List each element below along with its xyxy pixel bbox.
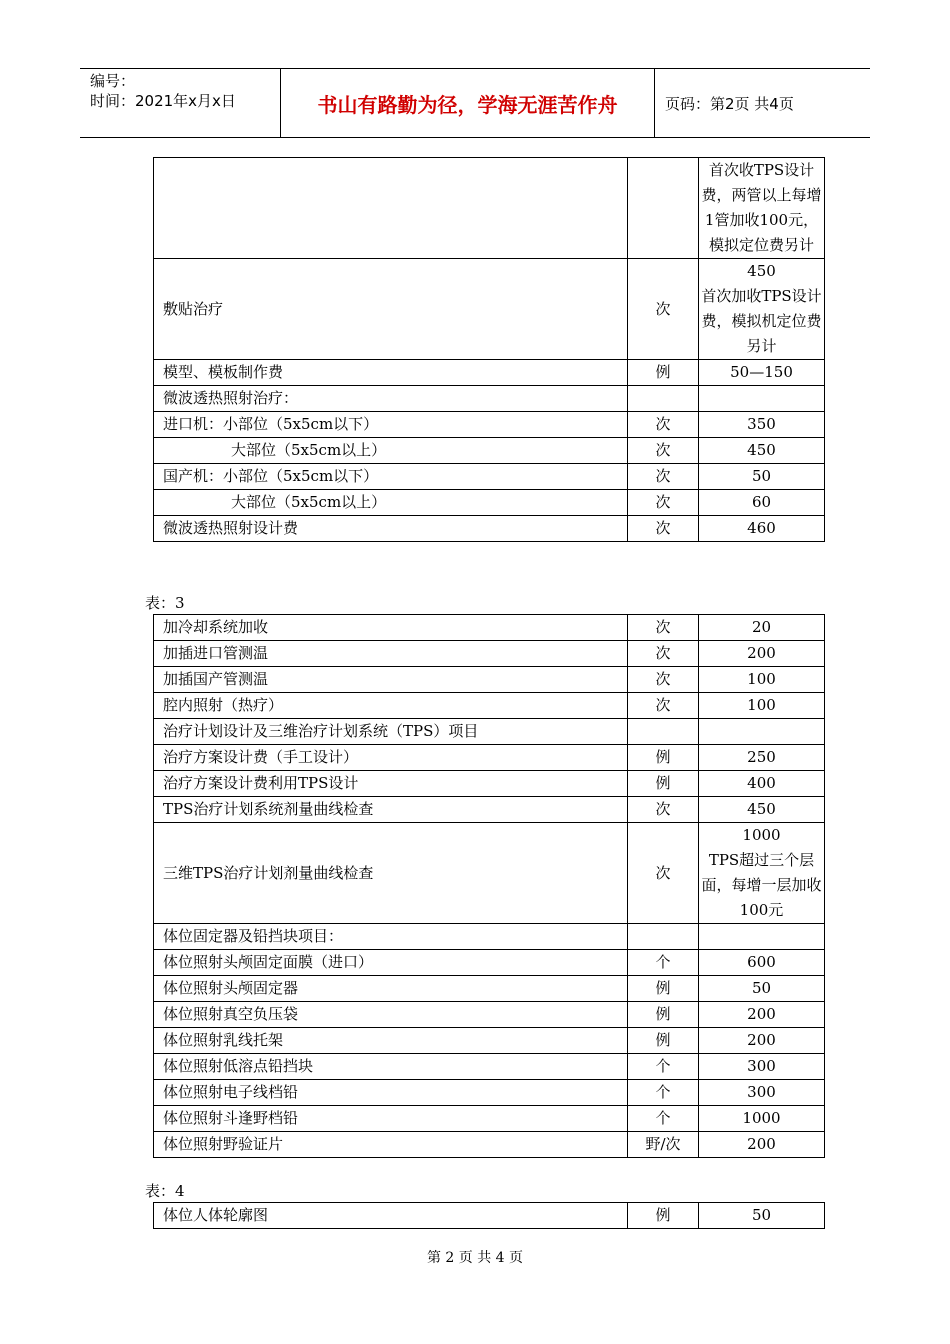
table-row (154, 823, 825, 924)
table-row (154, 719, 825, 745)
table-row (154, 1132, 825, 1158)
item-name-cell: 模型、模板制作费 (154, 360, 628, 386)
price-table-3 (153, 614, 825, 1158)
table-row (154, 615, 825, 641)
table-row (154, 464, 825, 490)
unit-cell: 次 (628, 464, 699, 490)
table-row (154, 976, 825, 1002)
unit-cell: 次 (628, 490, 699, 516)
unit-cell: 次 (628, 412, 699, 438)
unit-cell: 次 (628, 667, 699, 693)
table-row (154, 386, 825, 412)
price-cell: 1000 TPS超过三个层面，每增一层加收100元 (699, 823, 825, 924)
unit-cell: 个 (628, 1106, 699, 1132)
price-cell: 1000 (699, 1106, 825, 1132)
table-row (154, 950, 825, 976)
item-name-cell: 三维TPS治疗计划剂量曲线检查 (154, 823, 628, 924)
price-cell (699, 924, 825, 950)
time-label: 时间：2021年x月x日 (90, 92, 236, 110)
page-header (80, 68, 870, 138)
item-name-cell: TPS治疗计划系统剂量曲线检查 (154, 797, 628, 823)
unit-cell: 次 (628, 516, 699, 542)
table-row (154, 1002, 825, 1028)
price-cell: 200 (699, 1132, 825, 1158)
header-motto: 书山有路勤为径，学海无涯苦作舟 (281, 69, 655, 137)
price-cell: 50—150 (699, 360, 825, 386)
unit-cell: 个 (628, 1080, 699, 1106)
price-cell: 60 (699, 490, 825, 516)
unit-cell: 例 (628, 1028, 699, 1054)
table-row (154, 259, 825, 360)
price-cell: 50 (699, 464, 825, 490)
table-row (154, 693, 825, 719)
price-cell: 460 (699, 516, 825, 542)
price-cell: 200 (699, 1028, 825, 1054)
table-row (154, 438, 825, 464)
unit-cell: 例 (628, 1002, 699, 1028)
item-name-cell: 体位照射低溶点铅挡块 (154, 1054, 628, 1080)
item-name-cell: 体位照射电子线档铅 (154, 1080, 628, 1106)
table-row (154, 516, 825, 542)
item-name-cell: 加插进口管测温 (154, 641, 628, 667)
item-name-cell: 治疗方案设计费（手工设计） (154, 745, 628, 771)
price-cell: 300 (699, 1054, 825, 1080)
item-name-cell: 微波透热照射设计费 (154, 516, 628, 542)
item-name-cell: 大部位（5x5cm以上） (154, 490, 628, 516)
price-cell: 450 (699, 438, 825, 464)
unit-cell: 例 (628, 1203, 699, 1229)
table-3-caption: 表：3 (145, 594, 185, 612)
price-cell: 600 (699, 950, 825, 976)
price-cell: 100 (699, 667, 825, 693)
item-name-cell: 国产机：小部位（5x5cm以下） (154, 464, 628, 490)
table-row (154, 360, 825, 386)
unit-cell: 次 (628, 615, 699, 641)
item-name-cell: 体位照射斗逢野档铅 (154, 1106, 628, 1132)
unit-cell: 个 (628, 1054, 699, 1080)
item-name-cell: 体位照射头颅固定器 (154, 976, 628, 1002)
header-meta (80, 69, 281, 137)
price-cell: 200 (699, 1002, 825, 1028)
unit-cell: 野/次 (628, 1132, 699, 1158)
price-cell: 20 (699, 615, 825, 641)
unit-cell: 例 (628, 745, 699, 771)
unit-cell: 例 (628, 360, 699, 386)
unit-cell (628, 924, 699, 950)
price-cell: 50 (699, 976, 825, 1002)
item-name-cell: 进口机：小部位（5x5cm以下） (154, 412, 628, 438)
price-cell: 400 (699, 771, 825, 797)
item-name-cell: 大部位（5x5cm以上） (154, 438, 628, 464)
price-cell: 300 (699, 1080, 825, 1106)
unit-cell: 次 (628, 438, 699, 464)
item-name-cell: 敷贴治疗 (154, 259, 628, 360)
item-name-cell: 体位固定器及铅挡块项目： (154, 924, 628, 950)
table-row (154, 924, 825, 950)
price-table-4 (153, 1202, 825, 1229)
unit-cell: 次 (628, 259, 699, 360)
unit-cell (628, 158, 699, 259)
price-cell (699, 719, 825, 745)
unit-cell: 次 (628, 641, 699, 667)
price-cell: 350 (699, 412, 825, 438)
unit-cell (628, 386, 699, 412)
page-footer: 第 2 页 共 4 页 (426, 1250, 524, 1266)
table-row (154, 771, 825, 797)
table-row (154, 797, 825, 823)
price-cell (699, 386, 825, 412)
table-row (154, 641, 825, 667)
unit-cell: 个 (628, 950, 699, 976)
header-page-info: 页码：第2页 共4页 (665, 94, 794, 113)
item-name-cell: 腔内照射（热疗） (154, 693, 628, 719)
code-label: 编号： (90, 72, 136, 90)
price-cell: 50 (699, 1203, 825, 1229)
table-row (154, 1203, 825, 1229)
unit-cell (628, 719, 699, 745)
price-cell: 首次收TPS设计费，两管以上每增1管加收100元，模拟定位费另计 (699, 158, 825, 259)
item-name-cell: 加插国产管测温 (154, 667, 628, 693)
price-cell: 450 (699, 797, 825, 823)
price-cell: 200 (699, 641, 825, 667)
item-name-cell: 体位照射乳线托架 (154, 1028, 628, 1054)
item-name-cell: 治疗计划设计及三维治疗计划系统（TPS）项目 (154, 719, 628, 745)
price-table-2 (153, 157, 825, 542)
table-row (154, 1106, 825, 1132)
unit-cell: 次 (628, 693, 699, 719)
item-name-cell: 加冷却系统加收 (154, 615, 628, 641)
item-name-cell: 微波透热照射治疗： (154, 386, 628, 412)
item-name-cell: 体位人体轮廓图 (154, 1203, 628, 1229)
unit-cell: 次 (628, 823, 699, 924)
table-row (154, 745, 825, 771)
item-name-cell: 体位照射真空负压袋 (154, 1002, 628, 1028)
table-row (154, 158, 825, 259)
unit-cell: 例 (628, 976, 699, 1002)
table-row (154, 1028, 825, 1054)
item-name-cell: 体位照射野验证片 (154, 1132, 628, 1158)
price-cell: 100 (699, 693, 825, 719)
table-row (154, 412, 825, 438)
unit-cell: 例 (628, 771, 699, 797)
unit-cell: 次 (628, 797, 699, 823)
price-cell: 250 (699, 745, 825, 771)
price-cell: 450 首次加收TPS设计费，模拟机定位费另计 (699, 259, 825, 360)
item-name-cell (154, 158, 628, 259)
table-row (154, 1080, 825, 1106)
item-name-cell: 体位照射头颅固定面膜（进口） (154, 950, 628, 976)
table-row (154, 490, 825, 516)
item-name-cell: 治疗方案设计费利用TPS设计 (154, 771, 628, 797)
table-4-caption: 表：4 (145, 1182, 185, 1200)
table-row (154, 1054, 825, 1080)
table-row (154, 667, 825, 693)
